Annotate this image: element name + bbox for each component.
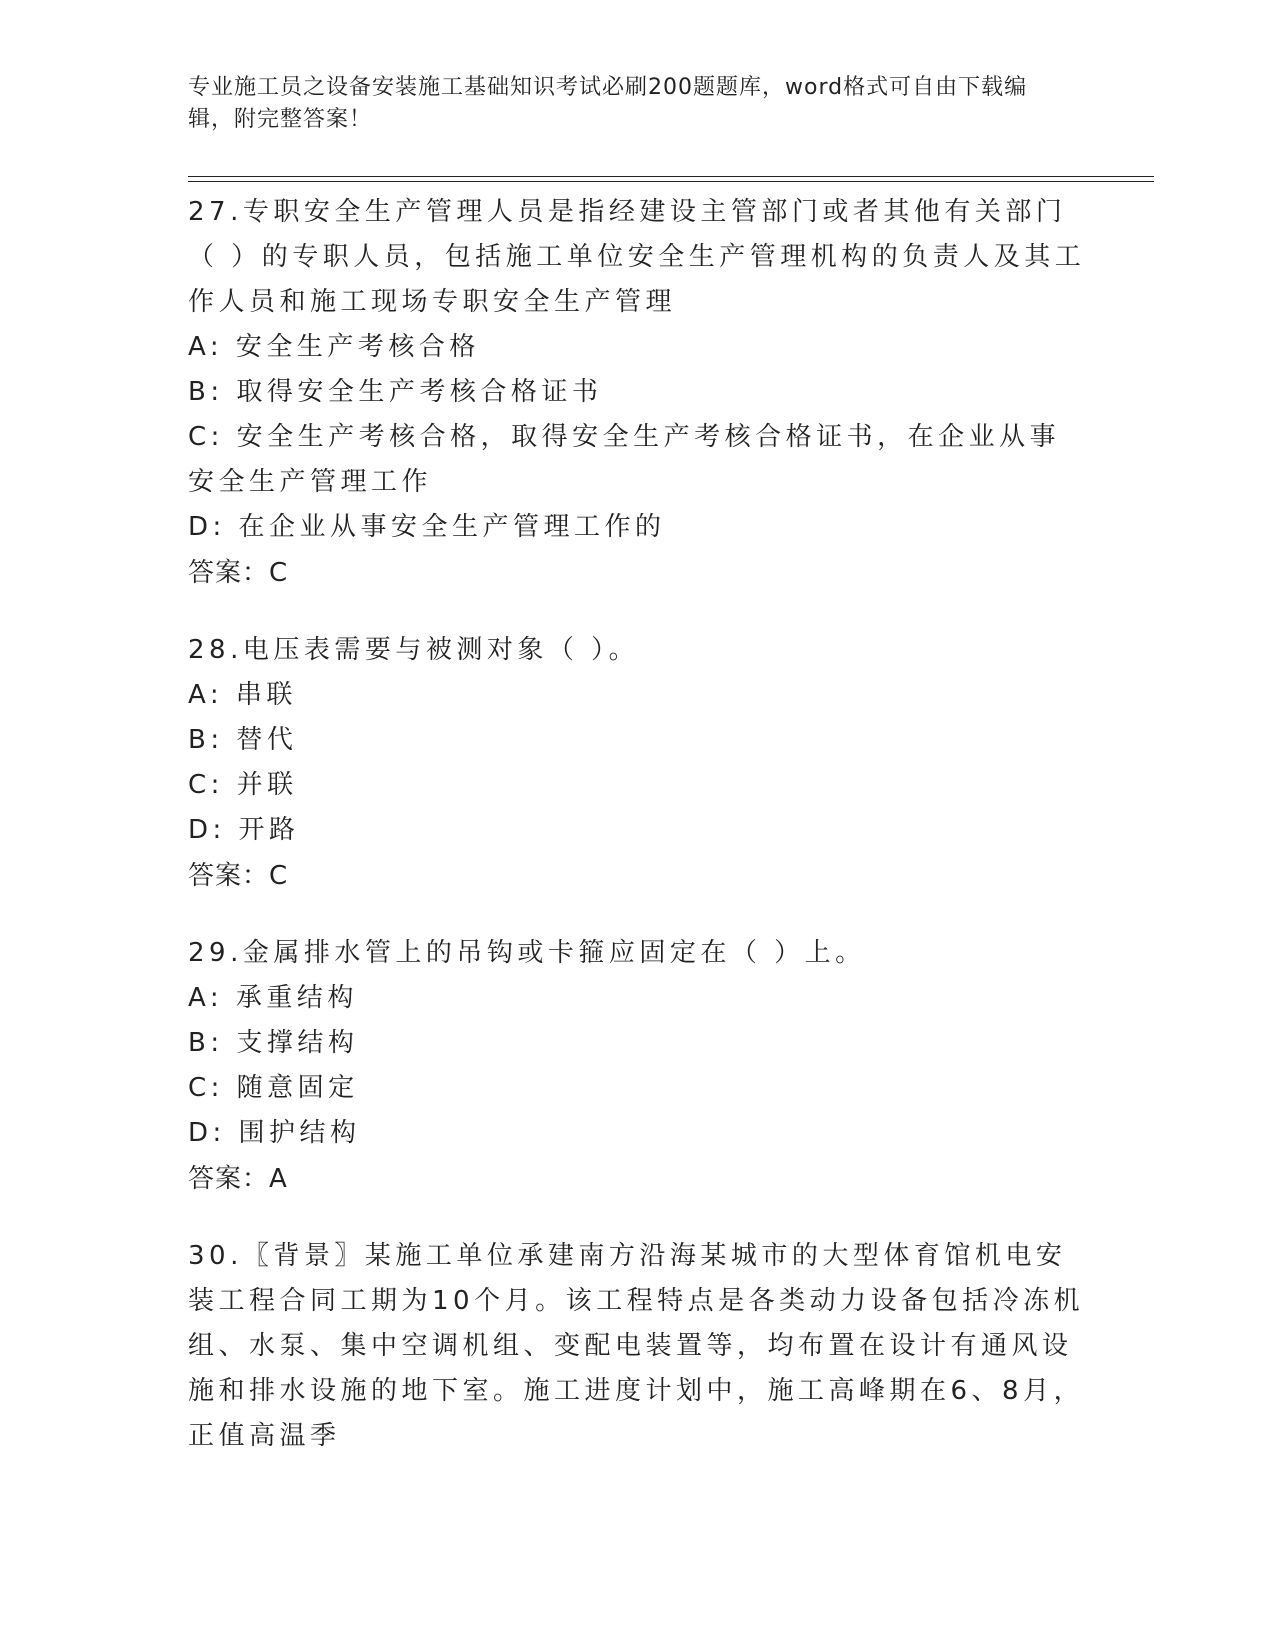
question-list	[188, 190, 1088, 1491]
answer: 答案：A	[188, 1164, 288, 1194]
option-c: C: 随意固定	[188, 1073, 359, 1103]
question-stem: 30.〖背景〗某施工单位承建南方沿海某城市的大型体育馆机电安装工程合同工期为10个月。该工程特点是各类动力设备包括冷冻机组、水泵、集中空调机组、变配电装置等，均布置在设计有通风设施和排水设施的地下室。施工进度计划中，施工高峰期在6、8月，正值高温季	[188, 1241, 1085, 1451]
option-c: C: 并联	[188, 770, 298, 800]
option-a: A: 承重结构	[188, 983, 358, 1013]
option-b: B: 支撑结构	[188, 1028, 359, 1058]
question-28	[188, 628, 1088, 899]
option-d: D: 在企业从事安全生产管理工作的	[188, 512, 666, 542]
question-stem: 29.金属排水管上的吊钩或卡箍应固定在（ ）上。	[188, 938, 866, 968]
option-b: B: 取得安全生产考核合格证书	[188, 377, 603, 407]
answer: 答案：C	[188, 558, 289, 588]
option-d: D: 开路	[188, 815, 300, 845]
question-stem: 27.专职安全生产管理人员是指经建设主管部门或者其他有关部门（ ）的专职人员，包括施工单位安全生产管理机构的负责人及其工作人员和施工现场专职安全生产管理	[188, 197, 1086, 317]
option-b: B: 替代	[188, 725, 298, 755]
option-d: D: 围护结构	[188, 1118, 361, 1148]
question-27	[188, 190, 1088, 596]
option-a: A: 安全生产考核合格	[188, 332, 480, 362]
question-stem: 28.电压表需要与被测对象（ ）。	[188, 635, 640, 665]
answer: 答案：C	[188, 861, 289, 891]
header-divider-bottom	[188, 181, 1154, 182]
question-29	[188, 931, 1088, 1202]
option-a: A: 串联	[188, 680, 297, 710]
document-header	[188, 72, 1068, 136]
option-c: C: 安全生产考核合格，取得安全生产考核合格证书，在企业从事安全生产管理工作	[188, 422, 1061, 497]
question-30	[188, 1234, 1088, 1459]
header-divider-top	[188, 176, 1154, 177]
document-title: 专业施工员之设备安装施工基础知识考试必刷200题题库，word格式可自由下载编辑，附完整答案！	[188, 75, 1028, 132]
